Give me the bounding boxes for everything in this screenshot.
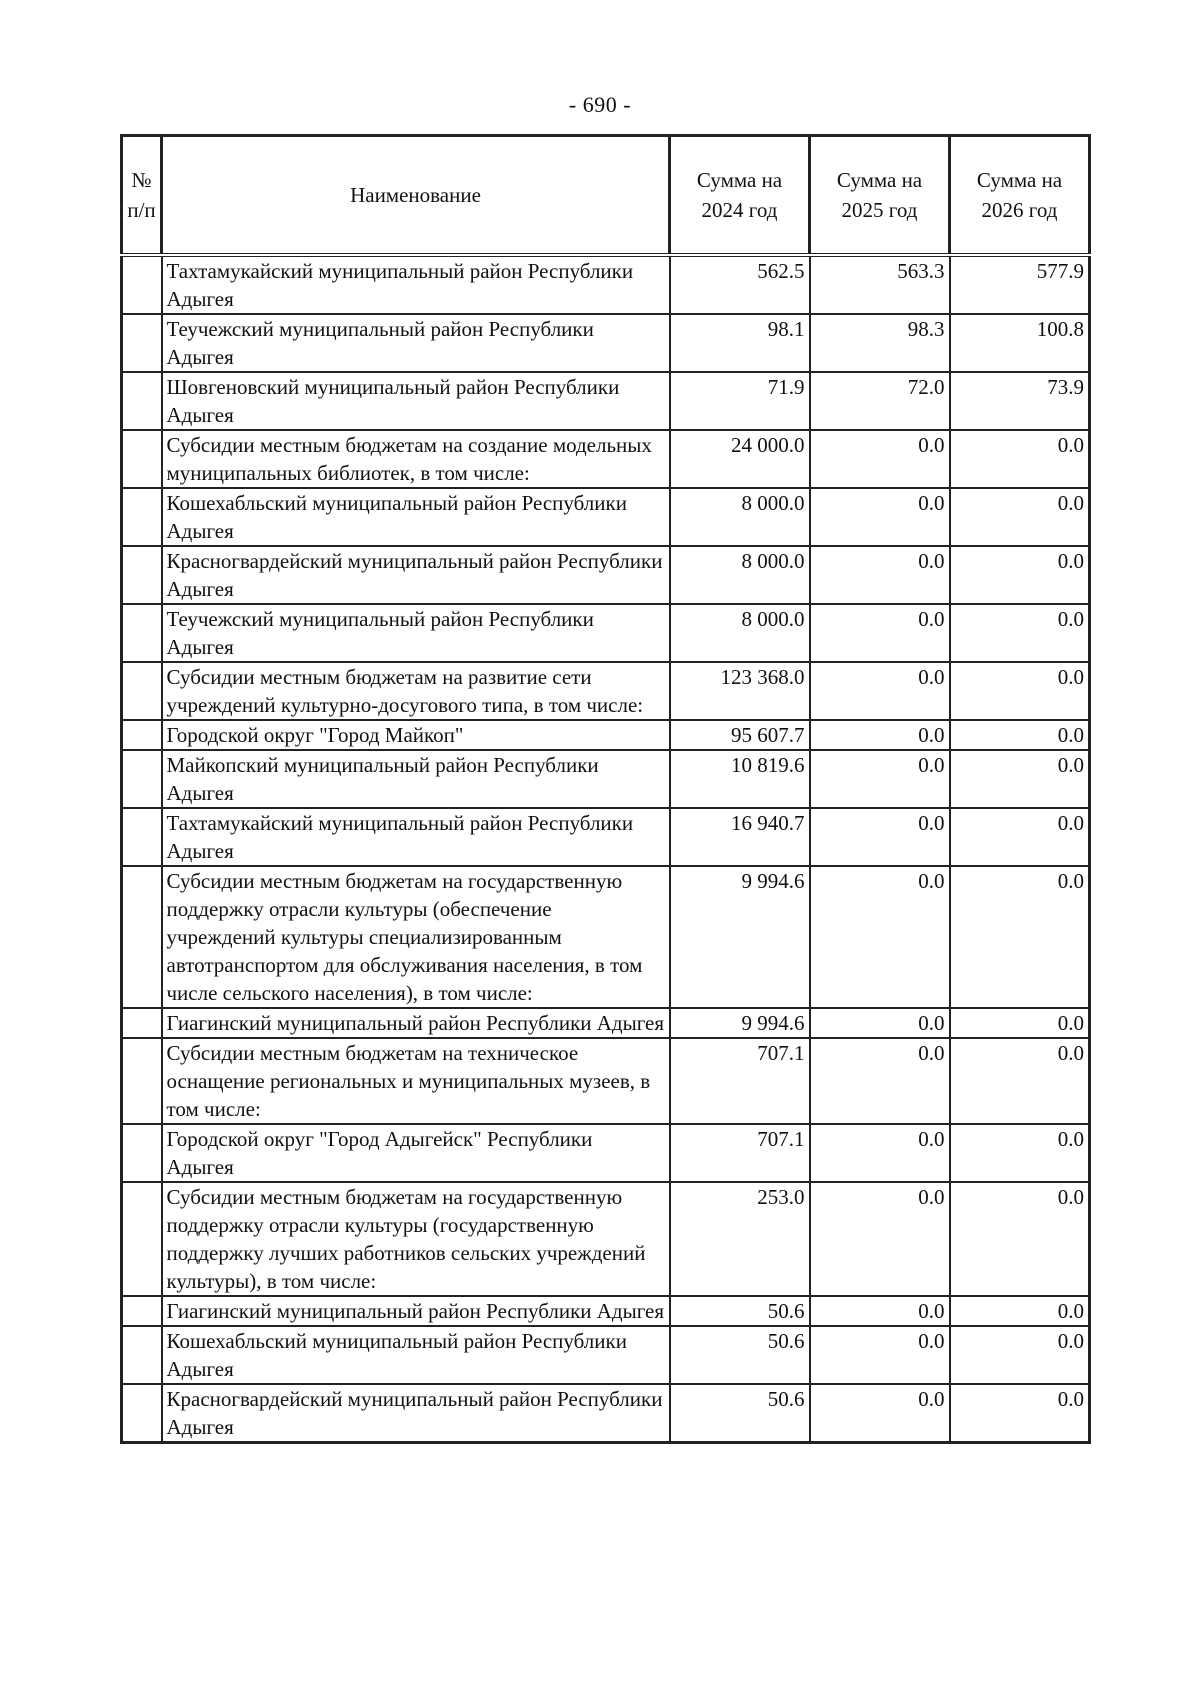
row-2026-cell: 577.9 — [950, 255, 1090, 314]
row-name-cell: Теучежский муниципальный район Республики Адыгея — [162, 314, 670, 372]
header-2024: Сумма на 2024 год — [670, 136, 810, 256]
row-2026-cell: 100.8 — [950, 314, 1090, 372]
row-name-cell: Теучежский муниципальный район Республики Адыгея — [162, 604, 670, 662]
row-number-cell — [122, 372, 162, 430]
row-2026-cell: 0.0 — [950, 546, 1090, 604]
row-2024-cell: 9 994.6 — [670, 1008, 810, 1038]
row-2025-cell: 0.0 — [810, 1182, 950, 1296]
row-2025-cell: 0.0 — [810, 1038, 950, 1124]
row-number-cell — [122, 750, 162, 808]
row-name-cell: Субсидии местным бюджетам на государственную поддержку отрасли культуры (обеспечение учреждений культуры специализированным автотранспортом для обслуживания населения, в том числе сельского населения), в том числе: — [162, 866, 670, 1008]
row-number-cell — [122, 314, 162, 372]
row-2025-cell: 0.0 — [810, 430, 950, 488]
row-number-cell — [122, 1038, 162, 1124]
row-number-cell — [122, 1124, 162, 1182]
row-number-cell — [122, 1296, 162, 1326]
row-name-cell: Майкопский муниципальный район Республики Адыгея — [162, 750, 670, 808]
row-2024-cell: 50.6 — [670, 1296, 810, 1326]
table-row — [122, 488, 1090, 546]
row-name-cell: Красногвардейский муниципальный район Республики Адыгея — [162, 546, 670, 604]
table-row — [122, 604, 1090, 662]
row-name-cell: Тахтамукайский муниципальный район Республики Адыгея — [162, 808, 670, 866]
row-2026-cell: 0.0 — [950, 430, 1090, 488]
table-row — [122, 1038, 1090, 1124]
row-2026-cell: 0.0 — [950, 1008, 1090, 1038]
row-2026-cell: 0.0 — [950, 1124, 1090, 1182]
row-number-cell — [122, 808, 162, 866]
table-row — [122, 808, 1090, 866]
header-num: № п/п — [122, 136, 162, 256]
row-2024-cell: 253.0 — [670, 1182, 810, 1296]
table-row — [122, 720, 1090, 750]
row-2026-cell: 0.0 — [950, 1326, 1090, 1384]
row-2024-cell: 10 819.6 — [670, 750, 810, 808]
row-name-cell: Тахтамукайский муниципальный район Республики Адыгея — [162, 255, 670, 314]
table-header — [122, 136, 1090, 256]
row-2025-cell: 0.0 — [810, 1326, 950, 1384]
row-name-cell: Красногвардейский муниципальный район Республики Адыгея — [162, 1384, 670, 1443]
table-row — [122, 430, 1090, 488]
row-2024-cell: 71.9 — [670, 372, 810, 430]
row-2026-cell: 0.0 — [950, 750, 1090, 808]
row-2025-cell: 0.0 — [810, 604, 950, 662]
row-2024-cell: 562.5 — [670, 255, 810, 314]
row-name-cell: Гиагинский муниципальный район Республики Адыгея — [162, 1296, 670, 1326]
table-body — [122, 255, 1090, 1443]
row-name-cell: Субсидии местным бюджетам на техническое оснащение региональных и муниципальных музеев, в том числе: — [162, 1038, 670, 1124]
table-row — [122, 372, 1090, 430]
row-name-cell: Шовгеновский муниципальный район Республики Адыгея — [162, 372, 670, 430]
row-name-cell: Кошехабльский муниципальный район Республики Адыгея — [162, 488, 670, 546]
row-name-cell: Субсидии местным бюджетам на государственную поддержку отрасли культуры (государственную поддержку лучших работников сельских учреждений культуры), в том числе: — [162, 1182, 670, 1296]
row-2024-cell: 24 000.0 — [670, 430, 810, 488]
row-number-cell — [122, 604, 162, 662]
table-row — [122, 662, 1090, 720]
row-number-cell — [122, 1008, 162, 1038]
row-2025-cell: 563.3 — [810, 255, 950, 314]
row-2024-cell: 123 368.0 — [670, 662, 810, 720]
row-name-cell: Субсидии местным бюджетам на развитие сети учреждений культурно-досугового типа, в том числе: — [162, 662, 670, 720]
row-2026-cell: 0.0 — [950, 1038, 1090, 1124]
row-2025-cell: 0.0 — [810, 808, 950, 866]
table-row — [122, 1124, 1090, 1182]
table-row — [122, 546, 1090, 604]
table-row — [122, 1296, 1090, 1326]
row-2025-cell: 72.0 — [810, 372, 950, 430]
row-name-cell: Городской округ "Город Адыгейск" Республики Адыгея — [162, 1124, 670, 1182]
row-number-cell — [122, 1384, 162, 1443]
row-name-cell: Субсидии местным бюджетам на создание модельных муниципальных библиотек, в том числе: — [162, 430, 670, 488]
row-2025-cell: 0.0 — [810, 1296, 950, 1326]
budget-table — [120, 134, 1091, 1444]
header-2026: Сумма на 2026 год — [950, 136, 1090, 256]
row-2025-cell: 0.0 — [810, 1384, 950, 1443]
page-number: - 690 - — [568, 92, 632, 117]
row-number-cell — [122, 866, 162, 1008]
row-2024-cell: 8 000.0 — [670, 488, 810, 546]
row-2024-cell: 707.1 — [670, 1124, 810, 1182]
row-2026-cell: 0.0 — [950, 604, 1090, 662]
row-2024-cell: 707.1 — [670, 1038, 810, 1124]
row-2024-cell: 16 940.7 — [670, 808, 810, 866]
row-2026-cell: 0.0 — [950, 488, 1090, 546]
row-2026-cell: 0.0 — [950, 808, 1090, 866]
row-number-cell — [122, 546, 162, 604]
row-number-cell — [122, 1182, 162, 1296]
row-2026-cell: 0.0 — [950, 1296, 1090, 1326]
row-name-cell: Кошехабльский муниципальный район Республики Адыгея — [162, 1326, 670, 1384]
row-2024-cell: 98.1 — [670, 314, 810, 372]
row-2024-cell: 50.6 — [670, 1384, 810, 1443]
table-row — [122, 255, 1090, 314]
table-row — [122, 314, 1090, 372]
row-number-cell — [122, 720, 162, 750]
row-2026-cell: 73.9 — [950, 372, 1090, 430]
row-number-cell — [122, 1326, 162, 1384]
row-2024-cell: 8 000.0 — [670, 604, 810, 662]
table-row — [122, 1384, 1090, 1443]
row-2024-cell: 95 607.7 — [670, 720, 810, 750]
row-2026-cell: 0.0 — [950, 720, 1090, 750]
row-2025-cell: 0.0 — [810, 488, 950, 546]
row-2026-cell: 0.0 — [950, 1182, 1090, 1296]
row-2025-cell: 0.0 — [810, 866, 950, 1008]
row-2026-cell: 0.0 — [950, 662, 1090, 720]
table-row — [122, 1182, 1090, 1296]
table-row — [122, 1326, 1090, 1384]
row-name-cell: Гиагинский муниципальный район Республики Адыгея — [162, 1008, 670, 1038]
row-2025-cell: 0.0 — [810, 720, 950, 750]
table-row — [122, 1008, 1090, 1038]
row-2025-cell: 0.0 — [810, 662, 950, 720]
row-name-cell: Городской округ "Город Майкоп" — [162, 720, 670, 750]
row-number-cell — [122, 662, 162, 720]
row-2024-cell: 9 994.6 — [670, 866, 810, 1008]
row-2025-cell: 98.3 — [810, 314, 950, 372]
table-row — [122, 750, 1090, 808]
header-name: Наименование — [162, 136, 670, 256]
row-number-cell — [122, 255, 162, 314]
row-2025-cell: 0.0 — [810, 1124, 950, 1182]
row-2025-cell: 0.0 — [810, 1008, 950, 1038]
table-row — [122, 866, 1090, 1008]
row-2026-cell: 0.0 — [950, 1384, 1090, 1443]
row-2024-cell: 8 000.0 — [670, 546, 810, 604]
header-2025: Сумма на 2025 год — [810, 136, 950, 256]
row-2024-cell: 50.6 — [670, 1326, 810, 1384]
row-number-cell — [122, 488, 162, 546]
row-2026-cell: 0.0 — [950, 866, 1090, 1008]
row-2025-cell: 0.0 — [810, 546, 950, 604]
row-2025-cell: 0.0 — [810, 750, 950, 808]
row-number-cell — [122, 430, 162, 488]
